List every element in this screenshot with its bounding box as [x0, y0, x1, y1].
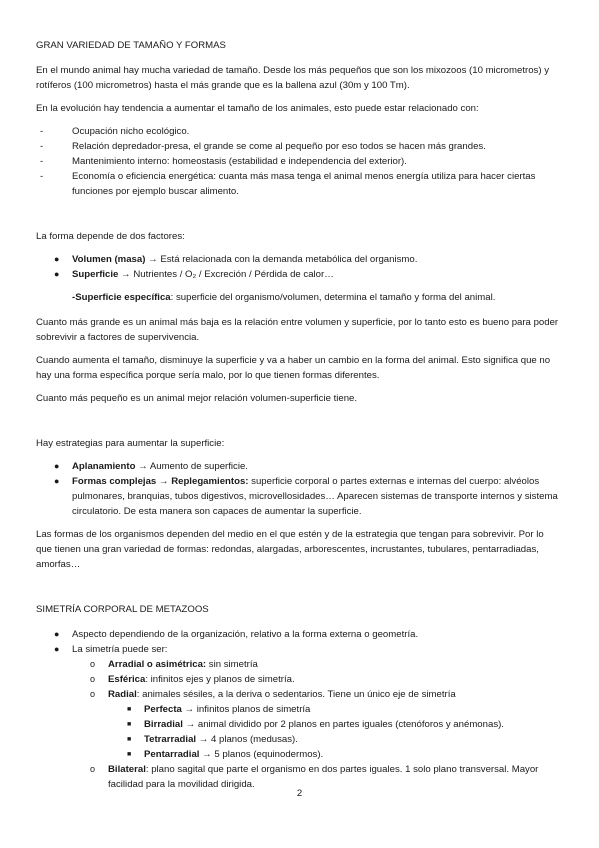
document-page	[36, 38, 562, 792]
term-radial: Radial	[108, 689, 137, 700]
spherical-description: : infinitos ejes y planos de simetría.	[145, 674, 295, 685]
flattening-description: → Aumento de superficie.	[135, 461, 248, 472]
surface-description: → Nutrientes / O₂ / Excreción / Pérdida de calor…	[118, 269, 334, 280]
list-item-perfect	[108, 702, 562, 717]
square-bullet-icon: ■	[127, 736, 132, 743]
term-surface: Superficie	[72, 269, 119, 280]
bilateral-description: : plano sagital que parte el organismo en dos partes iguales. 1 solo plano transversal. Mayor facilidad para la movilidad dirigida.	[108, 764, 539, 790]
radial-subtypes-list	[108, 702, 562, 762]
section-title-symmetry: SIMETRÍA CORPORAL DE METAZOOS	[36, 604, 209, 615]
term-bilateral: Bilateral	[108, 764, 146, 775]
term-complex-forms: Formas complejas	[72, 476, 157, 487]
paragraph-organism-forms: Las formas de los organismos dependen del medio en el que estén y de la estrategia que tengan para sobrevivir. Por lo que tienen una gran variedad de formas: redondas, alargadas, arborescentes, incrustantes, tubulares, pentarradiadas, amorfas…	[36, 529, 544, 570]
term-tetrarradial: Tetrarradial	[144, 734, 197, 745]
tetrarradial-description: → 4 planos (medusas).	[196, 734, 298, 745]
bullet-dot-icon: ●	[54, 629, 60, 639]
list-item-spherical	[72, 672, 562, 687]
term-spherical: Esférica	[108, 674, 146, 685]
pentarradial-description: → 5 planos (equinodermos).	[199, 749, 324, 760]
list-item-flattening	[36, 459, 562, 474]
form-factors-list	[36, 252, 562, 282]
symmetry-list	[36, 627, 562, 792]
square-bullet-icon: ■	[127, 706, 132, 713]
term-volume: Volumen (masa)	[72, 254, 146, 265]
aspect-text: Aspecto dependiendo de la organización, relativo a la forma externa o geometría.	[72, 629, 419, 640]
radial-description: : animales sésiles, a la deriva o sedentarios. Tiene un único eje de simetría	[136, 689, 456, 700]
bullet-dot-icon: ●	[54, 269, 60, 279]
arradial-description: sin simetría	[206, 659, 258, 670]
bullet-dot-icon: ●	[54, 461, 60, 471]
term-arradial: Arradial o asimétrica:	[108, 659, 207, 670]
hollow-circle-icon: o	[90, 659, 96, 669]
hollow-circle-icon: o	[90, 689, 96, 699]
symmetry-types-list	[72, 657, 562, 792]
list-item: - Mantenimiento interno: homeostasis (estabilidad e independencia del exterior).	[36, 154, 562, 169]
paragraph-volume-surface-ratio: Cuanto más grande es un animal más baja es la relación entre volumen y superficie, por lo tanto esto es bueno para poder sobrevivir a factores de supervivencia.	[36, 317, 559, 343]
specific-surface-description: : superficie del organismo/volumen, determina el tamaño y forma del animal.	[170, 292, 496, 303]
hollow-circle-icon: o	[90, 764, 96, 774]
term-specific-surface: -Superficie específica	[72, 292, 171, 303]
size-factors-list	[36, 124, 562, 199]
page-number: 2	[296, 788, 303, 799]
list-item: - Relación depredador-presa, el grande se come al pequeño por eso todos se hacen más grandes.	[36, 139, 562, 154]
term-flattening: Aplanamiento	[72, 461, 136, 472]
volume-description: → Está relacionada con la demanda metabólica del organismo.	[145, 254, 418, 265]
list-item-aspect	[36, 627, 562, 642]
term-pentarradial: Pentarradial	[144, 749, 200, 760]
paragraph-form-factors: La forma depende de dos factores:	[36, 231, 185, 242]
hollow-circle-icon: o	[90, 674, 96, 684]
strategies-list	[36, 459, 562, 519]
list-item-complex-forms	[36, 474, 562, 519]
folding-description: superficie corporal o partes externas e internas del cuerpo: alvéolos pulmonares, branquias, tubos digestivos, microvellosidades… Aparecen sistemas de transporte internos y sistema circulatorio. De esta manera son capaces de aumentar la superficie.	[72, 476, 558, 517]
list-item-symmetry-types	[36, 642, 562, 792]
paragraph-small-animals: Cuanto más pequeño es un animal mejor relación volumen-superficie tiene.	[36, 393, 358, 404]
paragraph-size-variety: En el mundo animal hay mucha variedad de tamaño. Desde los más pequeños que son los mixozoos (10 micrometros) y rotíferos (100 micrometros) hasta el más grande que es la ballena azul (30m y 100 Tm).	[36, 65, 549, 91]
list-item-surface	[36, 267, 562, 282]
arrow-separator: →	[156, 476, 172, 487]
paragraph-evolution-tendency: En la evolución hay tendencia a aumentar el tamaño de los animales, esto puede estar relacionado con:	[36, 103, 479, 114]
paragraph-strategies-intro: Hay estrategias para aumentar la superficie:	[36, 438, 225, 449]
list-item-birradial	[108, 717, 562, 732]
paragraph-size-increase: Cuando aumenta el tamaño, disminuye la superficie y va a haber un cambio en la forma del animal. Esto significa que no hay una forma específica porque sería malo, por lo que tienen formas diferentes.	[36, 355, 551, 381]
bullet-dot-icon: ●	[54, 254, 60, 264]
term-folding: Replegamientos:	[171, 476, 249, 487]
square-bullet-icon: ■	[127, 721, 132, 728]
list-item: - Ocupación nicho ecológico.	[36, 124, 562, 139]
square-bullet-icon: ■	[127, 751, 132, 758]
list-item-arradial	[72, 657, 562, 672]
list-item-pentarradial	[108, 747, 562, 762]
perfect-description: → infinitos planos de simetría	[181, 704, 311, 715]
list-item: - Economía o eficiencia energética: cuanta más masa tenga el animal menos energía utiliza para hacer ciertas funciones por ejemplo buscar alimento.	[36, 169, 562, 199]
birradial-description: → animal dividido por 2 planos en partes iguales (ctenóforos y anémonas).	[182, 719, 504, 730]
term-birradial: Birradial	[144, 719, 183, 730]
bullet-dot-icon: ●	[54, 644, 60, 654]
term-perfect: Perfecta	[144, 704, 182, 715]
list-item-tetrarradial	[108, 732, 562, 747]
symmetry-types-text: La simetría puede ser:	[72, 644, 168, 655]
bullet-dot-icon: ●	[54, 476, 60, 486]
list-item-volume	[36, 252, 562, 267]
section-title-size-forms: GRAN VARIEDAD DE TAMAÑO Y FORMAS	[36, 40, 226, 51]
list-item-radial	[72, 687, 562, 762]
specific-surface-note	[36, 290, 562, 305]
